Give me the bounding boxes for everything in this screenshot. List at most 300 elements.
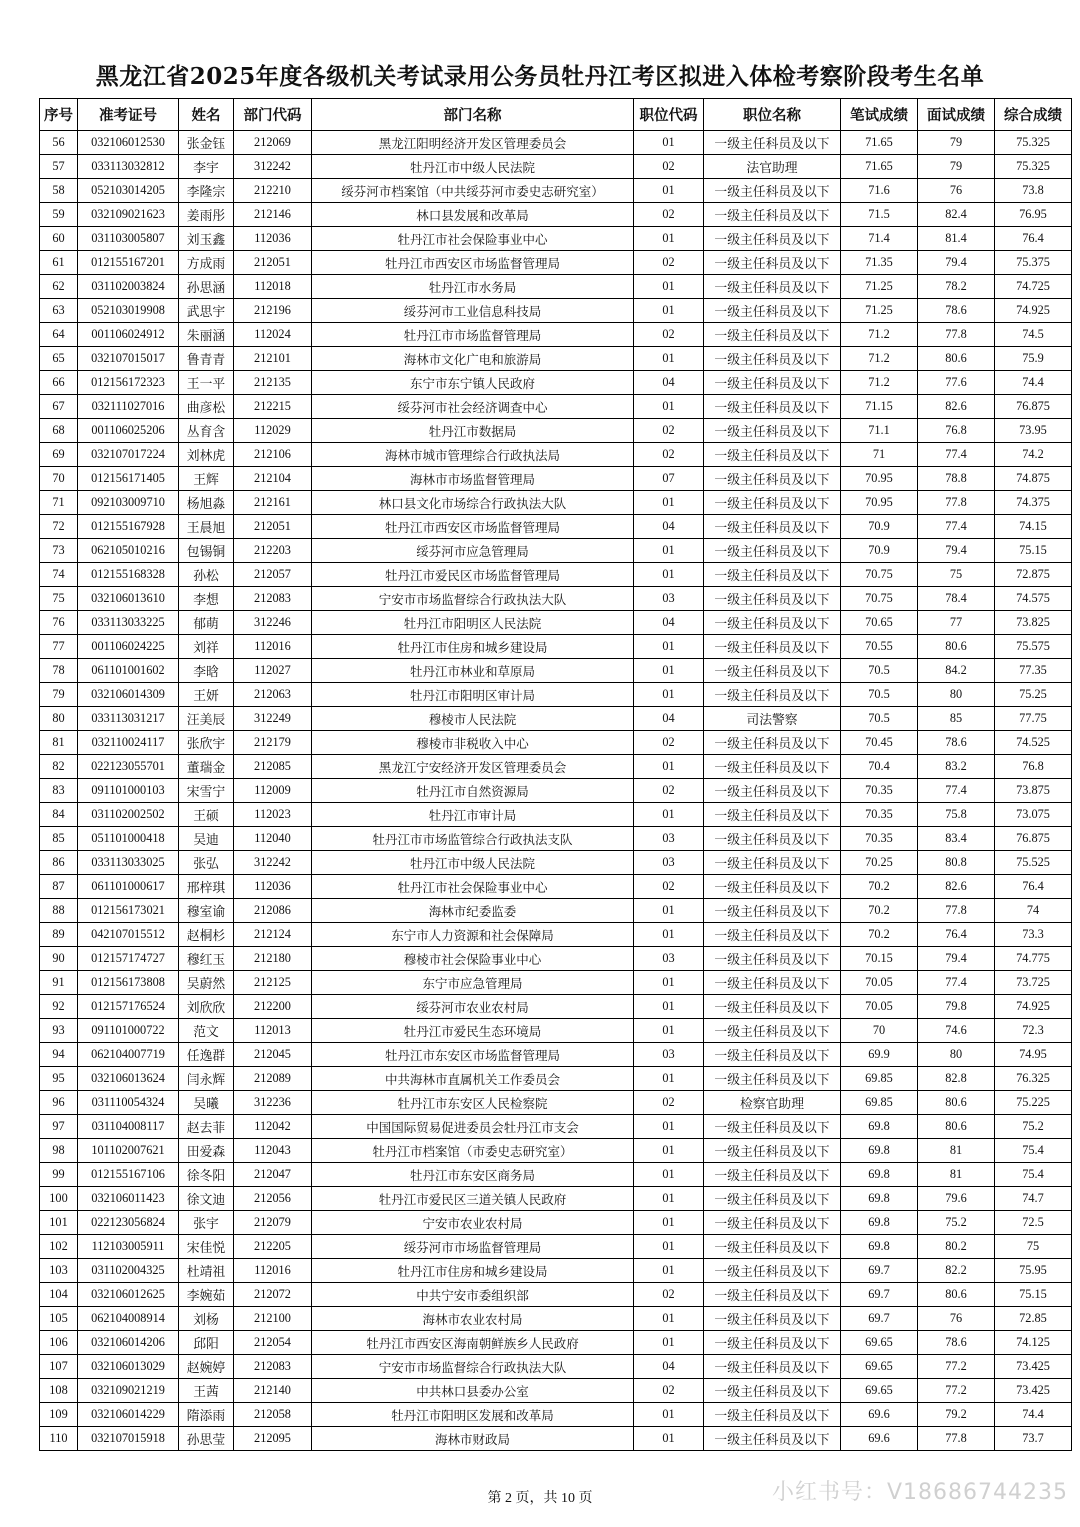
cell-exam-id: 012157176524 [78, 995, 179, 1019]
cell-dept-code: 212124 [234, 923, 312, 947]
cell-name: 郁萌 [179, 611, 234, 635]
cell-name: 王辉 [179, 467, 234, 491]
cell-position-name: 一级主任科员及以下 [704, 587, 841, 611]
cell-position-name: 一级主任科员及以下 [704, 419, 841, 443]
cell-position-code: 03 [634, 947, 704, 971]
cell-written-score: 69.65 [841, 1331, 918, 1355]
cell-total-score: 75.375 [995, 251, 1072, 275]
cell-dept-code: 312242 [234, 155, 312, 179]
cell-position-name: 一级主任科员及以下 [704, 683, 841, 707]
cell-exam-id: 012155168328 [78, 563, 179, 587]
cell-name: 刘欣欣 [179, 995, 234, 1019]
cell-total-score: 75.525 [995, 851, 1072, 875]
cell-name: 王晨旭 [179, 515, 234, 539]
cell-interview-score: 77.4 [918, 971, 995, 995]
cell-dept-name: 黑龙江宁安经济开发区管理委员会 [312, 755, 634, 779]
cell-dept-name: 绥芬河市应急管理局 [312, 539, 634, 563]
cell-index: 79 [40, 683, 78, 707]
header-total-score: 综合成绩 [995, 99, 1072, 131]
cell-interview-score: 77.8 [918, 1427, 995, 1451]
cell-interview-score: 81 [918, 1139, 995, 1163]
cell-dept-code: 212100 [234, 1307, 312, 1331]
cell-index: 78 [40, 659, 78, 683]
cell-total-score: 73.95 [995, 419, 1072, 443]
cell-written-score: 69.85 [841, 1067, 918, 1091]
cell-dept-code: 112023 [234, 803, 312, 827]
cell-written-score: 70.4 [841, 755, 918, 779]
cell-exam-id: 032111027016 [78, 395, 179, 419]
cell-written-score: 71.2 [841, 323, 918, 347]
cell-position-code: 01 [634, 971, 704, 995]
table-row [40, 1331, 1072, 1355]
cell-interview-score: 77.2 [918, 1379, 995, 1403]
cell-interview-score: 80 [918, 1043, 995, 1067]
cell-total-score: 73.825 [995, 611, 1072, 635]
cell-exam-id: 012155167201 [78, 251, 179, 275]
table-row [40, 251, 1072, 275]
cell-interview-score: 84.2 [918, 659, 995, 683]
table-row [40, 179, 1072, 203]
cell-dept-code: 212146 [234, 203, 312, 227]
cell-index: 69 [40, 443, 78, 467]
table-row [40, 419, 1072, 443]
cell-dept-name: 牡丹江市爱民区市场监督管理局 [312, 563, 634, 587]
cell-interview-score: 79 [918, 155, 995, 179]
cell-total-score: 76.875 [995, 827, 1072, 851]
cell-exam-id: 001106025206 [78, 419, 179, 443]
cell-position-name: 一级主任科员及以下 [704, 731, 841, 755]
cell-dept-name: 黑龙江阳明经济开发区管理委员会 [312, 131, 634, 155]
cell-written-score: 70.95 [841, 467, 918, 491]
cell-position-code: 01 [634, 347, 704, 371]
cell-dept-code: 112027 [234, 659, 312, 683]
cell-dept-name: 绥芬河市市场监督管理局 [312, 1235, 634, 1259]
cell-dept-name: 牡丹江市阳明区发展和改革局 [312, 1403, 634, 1427]
cell-dept-code: 212089 [234, 1067, 312, 1091]
cell-position-code: 01 [634, 227, 704, 251]
cell-index: 105 [40, 1307, 78, 1331]
cell-index: 63 [40, 299, 78, 323]
cell-index: 101 [40, 1211, 78, 1235]
cell-total-score: 74.4 [995, 1403, 1072, 1427]
cell-written-score: 70.2 [841, 923, 918, 947]
cell-exam-id: 032107015017 [78, 347, 179, 371]
cell-index: 91 [40, 971, 78, 995]
cell-interview-score: 77.4 [918, 515, 995, 539]
cell-position-name: 一级主任科员及以下 [704, 1211, 841, 1235]
cell-total-score: 73.3 [995, 923, 1072, 947]
cell-exam-id: 022123056824 [78, 1211, 179, 1235]
header-interview-score: 面试成绩 [918, 99, 995, 131]
table-row [40, 1163, 1072, 1187]
cell-written-score: 69.6 [841, 1403, 918, 1427]
cell-position-name: 法官助理 [704, 155, 841, 179]
cell-name: 杨旭淼 [179, 491, 234, 515]
cell-name: 刘玉鑫 [179, 227, 234, 251]
cell-dept-name: 牡丹江市林业和草原局 [312, 659, 634, 683]
cell-interview-score: 81 [918, 1163, 995, 1187]
cell-written-score: 71.25 [841, 299, 918, 323]
cell-dept-name: 绥芬河市工业信息科技局 [312, 299, 634, 323]
table-row [40, 155, 1072, 179]
cell-written-score: 69.65 [841, 1355, 918, 1379]
cell-interview-score: 82.6 [918, 395, 995, 419]
cell-exam-id: 061101000617 [78, 875, 179, 899]
cell-name: 隋添雨 [179, 1403, 234, 1427]
table-row [40, 347, 1072, 371]
cell-total-score: 77.35 [995, 659, 1072, 683]
cell-name: 李隆宗 [179, 179, 234, 203]
cell-position-name: 一级主任科员及以下 [704, 467, 841, 491]
cell-interview-score: 80.6 [918, 635, 995, 659]
cell-total-score: 74.2 [995, 443, 1072, 467]
cell-dept-code: 112018 [234, 275, 312, 299]
cell-index: 104 [40, 1283, 78, 1307]
cell-position-code: 01 [634, 1019, 704, 1043]
cell-exam-id: 031104008117 [78, 1115, 179, 1139]
table-row [40, 515, 1072, 539]
table-row [40, 323, 1072, 347]
cell-written-score: 69.8 [841, 1115, 918, 1139]
cell-position-code: 01 [634, 179, 704, 203]
cell-written-score: 70.2 [841, 899, 918, 923]
table-row [40, 1187, 1072, 1211]
cell-exam-id: 012156173021 [78, 899, 179, 923]
cell-name: 汪美辰 [179, 707, 234, 731]
cell-written-score: 70.25 [841, 851, 918, 875]
cell-position-name: 一级主任科员及以下 [704, 515, 841, 539]
cell-position-name: 检察官助理 [704, 1091, 841, 1115]
table-row [40, 299, 1072, 323]
table-row [40, 779, 1072, 803]
cell-name: 鲁青青 [179, 347, 234, 371]
cell-position-name: 一级主任科员及以下 [704, 371, 841, 395]
table-row [40, 587, 1072, 611]
cell-name: 邱阳 [179, 1331, 234, 1355]
cell-position-name: 一级主任科员及以下 [704, 1115, 841, 1139]
cell-name: 孙松 [179, 563, 234, 587]
cell-interview-score: 75.2 [918, 1211, 995, 1235]
cell-dept-name: 绥芬河市社会经济调查中心 [312, 395, 634, 419]
cell-exam-id: 042107015512 [78, 923, 179, 947]
cell-written-score: 69.65 [841, 1379, 918, 1403]
cell-dept-code: 212056 [234, 1187, 312, 1211]
cell-position-code: 01 [634, 683, 704, 707]
cell-index: 100 [40, 1187, 78, 1211]
table-row [40, 899, 1072, 923]
cell-name: 宋雪宁 [179, 779, 234, 803]
cell-dept-name: 宁安市市场监督综合行政执法大队 [312, 1355, 634, 1379]
cell-total-score: 73.725 [995, 971, 1072, 995]
page-number: 第 2 页，共 10 页 [487, 1491, 593, 1506]
cell-index: 98 [40, 1139, 78, 1163]
table-row [40, 635, 1072, 659]
cell-exam-id: 062105010216 [78, 539, 179, 563]
cell-total-score: 72.5 [995, 1211, 1072, 1235]
cell-dept-name: 林口县发展和改革局 [312, 203, 634, 227]
table-row [40, 827, 1072, 851]
cell-position-name: 一级主任科员及以下 [704, 923, 841, 947]
cell-written-score: 70 [841, 1019, 918, 1043]
cell-written-score: 70.15 [841, 947, 918, 971]
cell-dept-name: 牡丹江市社会保险事业中心 [312, 227, 634, 251]
cell-dept-code: 212205 [234, 1235, 312, 1259]
cell-index: 56 [40, 131, 78, 155]
cell-position-name: 一级主任科员及以下 [704, 539, 841, 563]
table-row [40, 227, 1072, 251]
cell-index: 103 [40, 1259, 78, 1283]
cell-position-name: 一级主任科员及以下 [704, 1307, 841, 1331]
cell-written-score: 70.5 [841, 659, 918, 683]
table-row [40, 995, 1072, 1019]
cell-interview-score: 76.4 [918, 923, 995, 947]
cell-name: 徐文迪 [179, 1187, 234, 1211]
cell-dept-name: 宁安市市场监督综合行政执法大队 [312, 587, 634, 611]
cell-interview-score: 80.6 [918, 1115, 995, 1139]
cell-position-code: 01 [634, 899, 704, 923]
cell-dept-code: 212203 [234, 539, 312, 563]
cell-index: 99 [40, 1163, 78, 1187]
cell-position-code: 07 [634, 467, 704, 491]
cell-position-name: 一级主任科员及以下 [704, 323, 841, 347]
cell-exam-id: 032106014309 [78, 683, 179, 707]
table-row [40, 1355, 1072, 1379]
cell-index: 84 [40, 803, 78, 827]
cell-dept-code: 212180 [234, 947, 312, 971]
cell-index: 107 [40, 1355, 78, 1379]
table-row [40, 803, 1072, 827]
cell-exam-id: 012155167928 [78, 515, 179, 539]
cell-index: 66 [40, 371, 78, 395]
cell-index: 90 [40, 947, 78, 971]
cell-dept-code: 112016 [234, 635, 312, 659]
cell-written-score: 71.5 [841, 203, 918, 227]
cell-dept-name: 东宁市东宁镇人民政府 [312, 371, 634, 395]
header-written-score: 笔试成绩 [841, 99, 918, 131]
cell-interview-score: 79 [918, 131, 995, 155]
cell-index: 64 [40, 323, 78, 347]
cell-name: 赵婉婷 [179, 1355, 234, 1379]
cell-index: 86 [40, 851, 78, 875]
cell-exam-id: 062104007719 [78, 1043, 179, 1067]
cell-interview-score: 76 [918, 1307, 995, 1331]
cell-position-code: 01 [634, 491, 704, 515]
cell-position-name: 一级主任科员及以下 [704, 1187, 841, 1211]
cell-exam-id: 032106012625 [78, 1283, 179, 1307]
cell-interview-score: 77.8 [918, 323, 995, 347]
cell-dept-name: 牡丹江市社会保险事业中心 [312, 875, 634, 899]
cell-interview-score: 79.4 [918, 539, 995, 563]
cell-exam-id: 022123055701 [78, 755, 179, 779]
cell-exam-id: 061101001602 [78, 659, 179, 683]
cell-dept-name: 牡丹江市市场监管综合行政执法支队 [312, 827, 634, 851]
cell-index: 109 [40, 1403, 78, 1427]
cell-name: 徐冬阳 [179, 1163, 234, 1187]
cell-dept-name: 牡丹江市数据局 [312, 419, 634, 443]
table-row [40, 539, 1072, 563]
table-header-row [40, 99, 1072, 131]
table-row [40, 1307, 1072, 1331]
cell-position-code: 04 [634, 371, 704, 395]
cell-name: 张金钰 [179, 131, 234, 155]
cell-dept-code: 212101 [234, 347, 312, 371]
cell-position-code: 02 [634, 875, 704, 899]
table-row [40, 203, 1072, 227]
cell-name: 穆室谕 [179, 899, 234, 923]
cell-exam-id: 012156173808 [78, 971, 179, 995]
header-position-name: 职位名称 [704, 99, 841, 131]
cell-dept-code: 312246 [234, 611, 312, 635]
cell-dept-name: 穆棱市人民法院 [312, 707, 634, 731]
cell-name: 刘祥 [179, 635, 234, 659]
cell-total-score: 76.4 [995, 227, 1072, 251]
cell-position-name: 一级主任科员及以下 [704, 227, 841, 251]
cell-position-name: 一级主任科员及以下 [704, 1379, 841, 1403]
cell-position-name: 一级主任科员及以下 [704, 851, 841, 875]
cell-dept-name: 牡丹江市阳明区人民法院 [312, 611, 634, 635]
cell-total-score: 75.15 [995, 1283, 1072, 1307]
header-exam-id: 准考证号 [78, 99, 179, 131]
cell-name: 吴迪 [179, 827, 234, 851]
cell-position-code: 01 [634, 1427, 704, 1451]
cell-written-score: 71.15 [841, 395, 918, 419]
cell-index: 89 [40, 923, 78, 947]
cell-exam-id: 032106012530 [78, 131, 179, 155]
table-row [40, 131, 1072, 155]
cell-dept-code: 112016 [234, 1259, 312, 1283]
cell-position-name: 一级主任科员及以下 [704, 1283, 841, 1307]
cell-written-score: 70.35 [841, 827, 918, 851]
cell-name: 董瑞金 [179, 755, 234, 779]
cell-index: 62 [40, 275, 78, 299]
cell-total-score: 74.125 [995, 1331, 1072, 1355]
cell-interview-score: 83.2 [918, 755, 995, 779]
cell-dept-code: 312249 [234, 707, 312, 731]
cell-interview-score: 78.6 [918, 731, 995, 755]
cell-dept-name: 牡丹江市东安区人民检察院 [312, 1091, 634, 1115]
cell-position-name: 一级主任科员及以下 [704, 1067, 841, 1091]
cell-total-score: 76.95 [995, 203, 1072, 227]
cell-dept-name: 牡丹江市中级人民法院 [312, 851, 634, 875]
candidate-table [39, 98, 1072, 1451]
cell-position-code: 01 [634, 1139, 704, 1163]
cell-position-name: 一级主任科员及以下 [704, 971, 841, 995]
cell-name: 赵桐杉 [179, 923, 234, 947]
table-row [40, 851, 1072, 875]
cell-index: 76 [40, 611, 78, 635]
cell-written-score: 71 [841, 443, 918, 467]
cell-written-score: 70.05 [841, 971, 918, 995]
cell-index: 92 [40, 995, 78, 1019]
cell-index: 95 [40, 1067, 78, 1091]
cell-position-code: 01 [634, 275, 704, 299]
cell-interview-score: 78.6 [918, 1331, 995, 1355]
cell-position-name: 一级主任科员及以下 [704, 1403, 841, 1427]
cell-position-code: 03 [634, 587, 704, 611]
cell-interview-score: 76.8 [918, 419, 995, 443]
table-row [40, 707, 1072, 731]
cell-total-score: 75.325 [995, 131, 1072, 155]
cell-written-score: 70.35 [841, 779, 918, 803]
cell-position-name: 一级主任科员及以下 [704, 491, 841, 515]
cell-total-score: 74.525 [995, 731, 1072, 755]
cell-interview-score: 79.4 [918, 251, 995, 275]
document-title: 黑龙江省2025年度各级机关考试录用公务员牡丹江考区拟进入体检考察阶段考生名单 [95, 63, 985, 90]
cell-written-score: 69.8 [841, 1163, 918, 1187]
cell-total-score: 75.25 [995, 683, 1072, 707]
cell-name: 邢梓琪 [179, 875, 234, 899]
cell-interview-score: 80 [918, 683, 995, 707]
cell-dept-name: 东宁市应急管理局 [312, 971, 634, 995]
cell-written-score: 69.8 [841, 1235, 918, 1259]
cell-dept-name: 牡丹江市住房和城乡建设局 [312, 635, 634, 659]
cell-dept-code: 212083 [234, 587, 312, 611]
cell-exam-id: 112103005911 [78, 1235, 179, 1259]
cell-position-name: 一级主任科员及以下 [704, 1331, 841, 1355]
cell-position-name: 一级主任科员及以下 [704, 299, 841, 323]
cell-position-name: 一级主任科员及以下 [704, 563, 841, 587]
cell-interview-score: 79.6 [918, 1187, 995, 1211]
cell-index: 61 [40, 251, 78, 275]
cell-exam-id: 032107017224 [78, 443, 179, 467]
cell-position-code: 02 [634, 443, 704, 467]
cell-name: 任逸群 [179, 1043, 234, 1067]
cell-position-name: 一级主任科员及以下 [704, 275, 841, 299]
table-row [40, 1115, 1072, 1139]
cell-index: 71 [40, 491, 78, 515]
cell-dept-code: 212095 [234, 1427, 312, 1451]
table-row [40, 1067, 1072, 1091]
header-dept-code: 部门代码 [234, 99, 312, 131]
cell-position-name: 司法警察 [704, 707, 841, 731]
cell-position-code: 01 [634, 1235, 704, 1259]
cell-index: 85 [40, 827, 78, 851]
cell-dept-code: 112040 [234, 827, 312, 851]
table-row [40, 491, 1072, 515]
cell-dept-code: 112024 [234, 323, 312, 347]
cell-interview-score: 81.4 [918, 227, 995, 251]
table-row [40, 275, 1072, 299]
cell-interview-score: 77.8 [918, 899, 995, 923]
table-row [40, 1283, 1072, 1307]
cell-name: 王妍 [179, 683, 234, 707]
cell-name: 丛育含 [179, 419, 234, 443]
cell-interview-score: 85 [918, 707, 995, 731]
cell-dept-code: 112009 [234, 779, 312, 803]
cell-interview-score: 77.6 [918, 371, 995, 395]
table-row [40, 947, 1072, 971]
cell-position-name: 一级主任科员及以下 [704, 611, 841, 635]
cell-dept-code: 212179 [234, 731, 312, 755]
cell-position-code: 01 [634, 1331, 704, 1355]
cell-written-score: 69.8 [841, 1187, 918, 1211]
cell-name: 李宇 [179, 155, 234, 179]
cell-position-code: 01 [634, 131, 704, 155]
cell-written-score: 70.75 [841, 563, 918, 587]
cell-written-score: 70.55 [841, 635, 918, 659]
cell-exam-id: 032110024117 [78, 731, 179, 755]
cell-interview-score: 80.6 [918, 1283, 995, 1307]
cell-exam-id: 032107015918 [78, 1427, 179, 1451]
cell-interview-score: 80.2 [918, 1235, 995, 1259]
cell-dept-code: 212210 [234, 179, 312, 203]
cell-position-name: 一级主任科员及以下 [704, 1235, 841, 1259]
cell-dept-code: 212051 [234, 515, 312, 539]
cell-name: 武思宇 [179, 299, 234, 323]
cell-position-name: 一级主任科员及以下 [704, 875, 841, 899]
cell-interview-score: 75 [918, 563, 995, 587]
cell-position-name: 一级主任科员及以下 [704, 827, 841, 851]
